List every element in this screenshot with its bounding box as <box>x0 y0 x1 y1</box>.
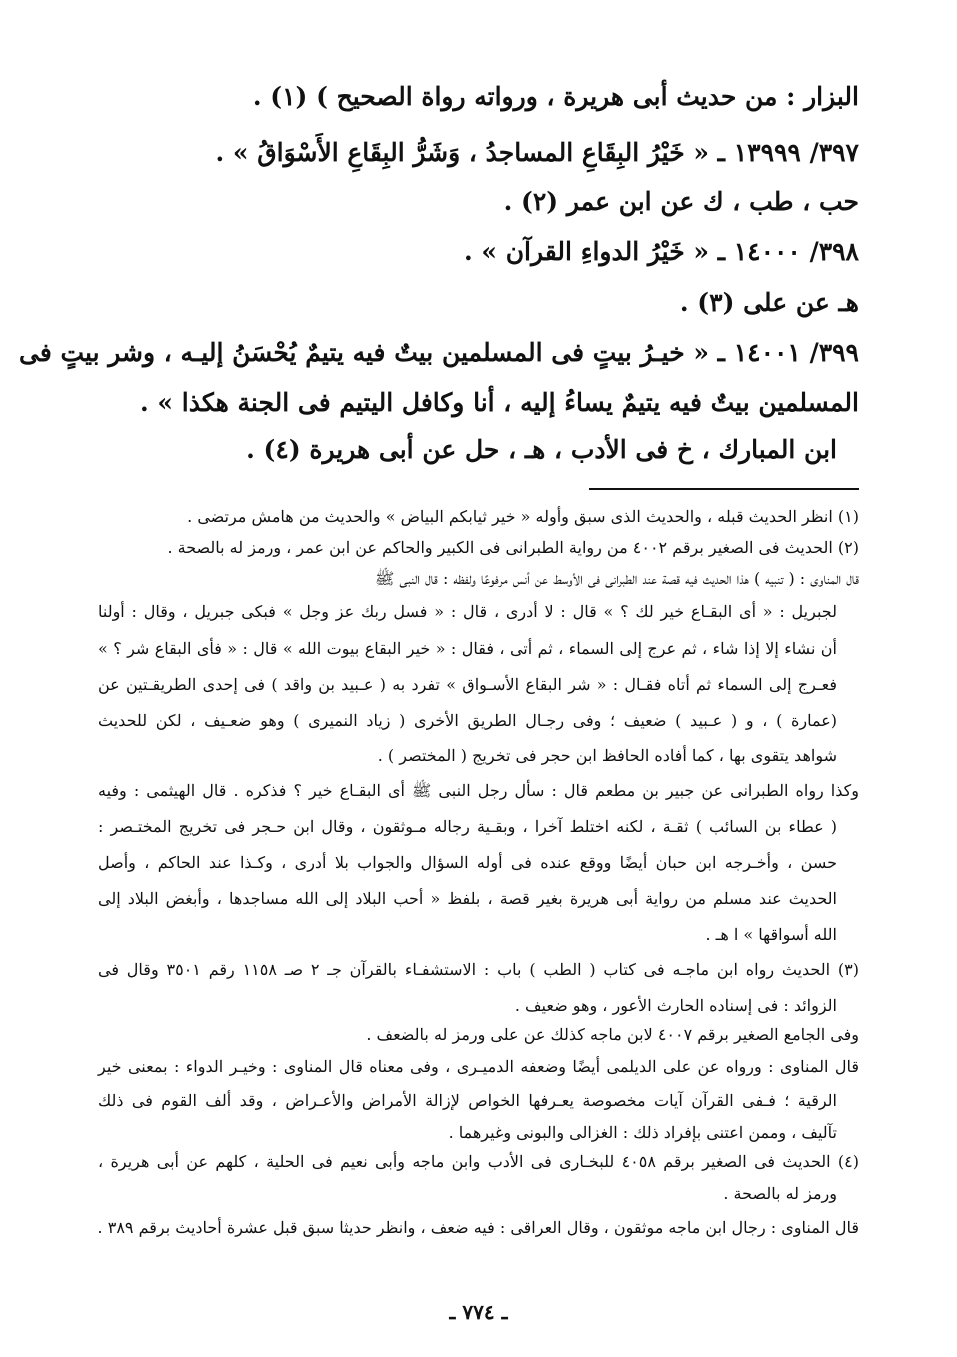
footnote-line: (١) انظر الحديث قبله ، والحديث الذى سبق وأوله « خير ثيابكم البياض » والحديث من هامش مرتضى . <box>187 507 859 526</box>
footnote-separator <box>589 488 859 490</box>
hadith-397: ٣٩٧/ ١٣٩٩٩ ـ « خَيْرُ البِقَاعِ المساجدُ ، وَشَرُّ البِقَاعِ الأَسْوَاقُ » . <box>215 138 859 167</box>
footnote-line: لجبريل : « أى البقـاع خير لك ؟ » قال : لا أدرى ، قال : « فسل ربك عز وجل » فبكى جبريل ، وقال : أولنا <box>98 602 837 621</box>
page-number: ـ ٧٧٤ ـ <box>449 1300 508 1324</box>
footnote-line: فعـرج إلى السماء ثم أتاه فقـال : « شر البقاع الأسـواق » تفرد به ( عـبيد بن واقد ) فى إحدى الطريقـتين عن <box>98 675 837 694</box>
footnote-line: قال المناوى : رجال ابن ماجه موثقون ، وقال العراقى : فيه ضعف ، وانظر حديثا سبق قبل عشرة أحاديث برقم ٣٨٩ . <box>97 1218 859 1237</box>
footnote-line: وفى الجامع الصغير برقم ٤٠٠٧ لابن ماجه كذلك عن على ورمز له بالضعف . <box>366 1025 859 1044</box>
footnote-line: الزوائد : فى إسناده الحارث الأعور ، وهو ضعيف . <box>514 996 837 1015</box>
footnote-line: تآليف ، وممن اعتنى بإفراد ذلك : الغزالى والبونى وغيرهما . <box>448 1123 837 1142</box>
footnote-line: قال المناوى : ( تنبيه ) هذا الحديث فيه قصة عند الطبرانى فى الأوسط عن أنس مرفوعًا ولفظه : قال النبى ﷺ <box>374 569 859 588</box>
main-line: حب ، طب ، ك عن ابن عمر (٢) . <box>503 187 859 216</box>
footnote-line: الحديث عند مسلم من رواية أبى هريرة بغير قصة ، بلفظ « أحب البلاد إلى الله مساجدها ، وأبغض البلاد إلى <box>98 889 837 908</box>
footnote-line: حسن ، وأخـرجه ابن حبان أيضًا ووقع عنده فى أوله السؤال والجواب بلا أدرى ، وكـذا عند الحاكم ، وأصل <box>98 853 837 872</box>
footnote-line: الله أسواقها » ا هـ . <box>705 925 837 944</box>
hadith-398: ٣٩٨/ ١٤٠٠٠ ـ « خَيْرُ الدواءِ القرآن » . <box>463 237 859 266</box>
main-line: البزار : من حديث أبى هريرة ، ورواته رواة الصحيح ) (١) . <box>252 82 859 111</box>
main-line: المسلمين بيتٌ فيه يتيمٌ يساءُ إليه ، أنا وكافل اليتيم فى الجنة هكذا » . <box>140 388 859 417</box>
footnote-line: قال المناوى : ورواه عن على الديلمى أيضًا وضعفه الدميـرى ، وفى معناه قال المناوى : وخيـر الدواء : بمعنى خير <box>98 1057 859 1076</box>
footnote-line: ( عطاء بن السائب ) ثقـة ، لكنه اختلط آخرا ، وبقـية رجاله مـوثقون ، وقال ابن حـجر فى تخريج المختـصر : <box>98 817 837 836</box>
footnote-line: شواهد يتقوى بها ، كما أفاده الحافظ ابن حجر فى تخريج ( المختصر ) . <box>377 746 837 765</box>
footnote-line: (٢) الحديث فى الصغير برقم ٤٠٠٢ من رواية الطبرانى فى الكبير والحاكم عن ابن عمر ، ورمز له بالصحة . <box>167 538 859 557</box>
main-line: هـ عن على (٣) . <box>679 288 859 317</box>
main-line: ابن المبارك ، خ فى الأدب ، هـ ، حل عن أبى هريرة (٤) . <box>246 435 837 464</box>
footnote-line: (٣) الحديث رواه ابن ماجـه فى كتاب ( الطب ) باب : الاستشفـاء بالقرآن جـ ٢ صـ ١١٥٨ رقم ٣٥٠١ وقال فى <box>98 960 859 979</box>
hadith-399: ٣٩٩/ ١٤٠٠١ ـ « خيـرُ بيتٍ فى المسلمين بيتٌ فيه يتيمٌ يُحْسَنُ إليـه ، وشر بيتٍ فى <box>19 338 859 367</box>
footnote-line: أن نشاء إلا إذا شاء ، ثم عرج إلى السماء ، ثم أتى ، فقال : « خير البقاع بيوت الله » قال : « فأى البقاع شر ؟ » <box>98 639 837 658</box>
footnote-line: (عمارة ) ، و ( عـبيد ) ضعيف ؛ وفى رجـال الطريق الأخرى ( زياد النميرى ) وهو ضعـيف ، لكن للحديث <box>98 711 837 730</box>
footnote-line: وكذا رواه الطبرانى عن جبير بن مطعم قال : سأل رجل النبى ﷺ أى البقـاع خير ؟ فذكره . قال الهيثمى : وفيه <box>98 781 859 800</box>
footnote-line: الرقية ؛ فـفى القرآن آيات مخصوصة يعـرفها الخواص لإزالة الأمراض والأعـراض ، وقد ألف القوم فى ذلك <box>98 1091 837 1110</box>
footnote-line: ورمز له بالصحة . <box>723 1184 837 1203</box>
footnote-line: (٤) الحديث فى الصغير برقم ٤٠٥٨ للبخـارى فى الأدب وابن ماجه وأبى نعيم فى الحلية ، كلهم عن أبى هريرة ، <box>98 1152 860 1171</box>
